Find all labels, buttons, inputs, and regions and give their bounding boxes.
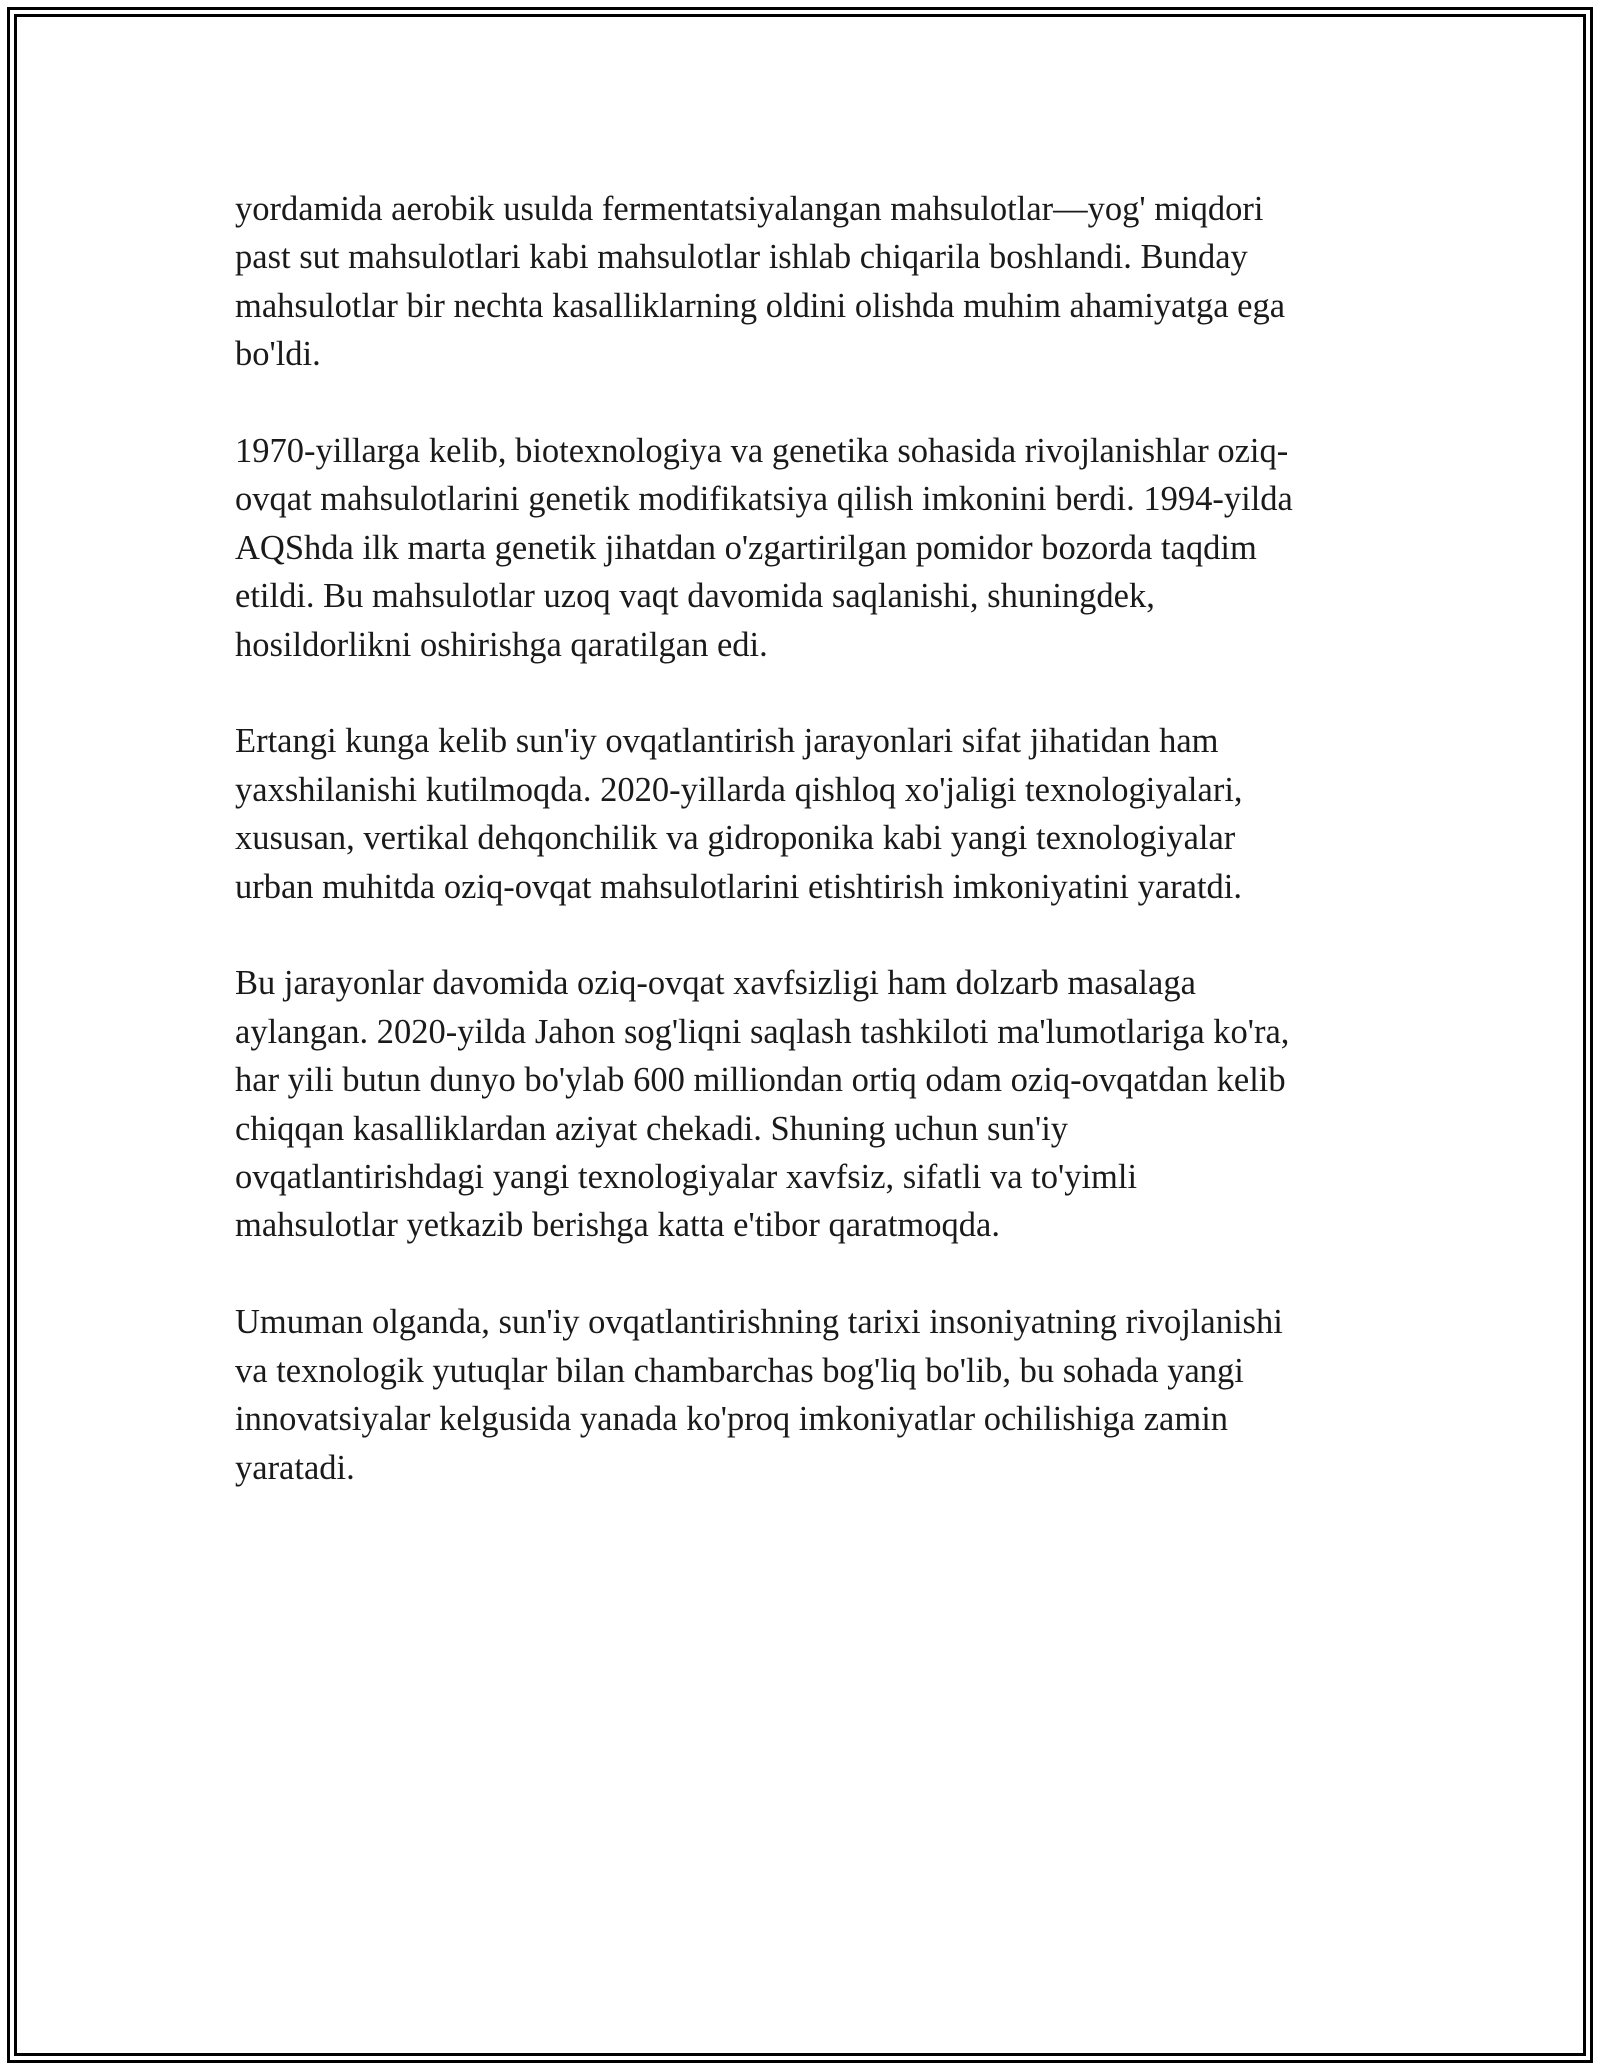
- text-line: yordamida aerobik usulda fermentatsiyalangan mahsulotlar—yog' miqdori: [235, 190, 1264, 228]
- text-line: bo'ldi.: [235, 335, 321, 374]
- text-line: ovqat mahsulotlarini genetik modifikatsiya qilish imkonini berdi. 1994-yilda: [235, 480, 1293, 519]
- text-line: chiqqan kasalliklardan aziyat chekadi. Shuning uchun sun'iy: [235, 1109, 1069, 1148]
- paragraph-1: [235, 185, 1375, 379]
- text-line: xususan, vertikal dehqonchilik va gidroponika kabi yangi texnologiyalar: [235, 819, 1236, 858]
- document-body: [235, 185, 1375, 1540]
- text-line: Ertangi kunga kelib sun'iy ovqatlantirish jarayonlari sifat jihatidan ham: [235, 722, 1219, 761]
- text-line: etildi. Bu mahsulotlar uzoq vaqt davomida saqlanishi, shuningdek,: [235, 577, 1155, 616]
- text-line: hosildorlikni oshirishga qaratilgan edi.: [235, 625, 768, 664]
- text-line: past sut mahsulotlari kabi mahsulotlar ishlab chiqarila boshlandi. Bunday: [235, 238, 1248, 277]
- text-line: Umuman olganda, sun'iy ovqatlantirishning tarixi insoniyatning rivojlanishi: [235, 1303, 1283, 1342]
- text-line: 1970-yillarga kelib, biotexnologiya va genetika sohasida rivojlanishlar oziq-: [235, 432, 1289, 471]
- text-line: AQShda ilk marta genetik jihatdan o'zgartirilgan pomidor bozorda taqdim: [235, 528, 1257, 567]
- text-line: ovqatlantirishdagi yangi texnologiyalar xavfsiz, sifatli va to'yimli: [235, 1158, 1138, 1197]
- text-line: har yili butun dunyo bo'ylab 600 milliondan ortiq odam oziq-ovqatdan kelib: [235, 1061, 1286, 1100]
- text-line: va texnologik yutuqlar bilan chambarchas bog'liq bo'lib, bu sohada yangi: [235, 1351, 1244, 1390]
- paragraph-2: [235, 427, 1375, 669]
- text-line: mahsulotlar yetkazib berishga katta e'tibor qaratmoqda.: [235, 1206, 1000, 1245]
- text-line: yaxshilanishi kutilmoqda. 2020-yillarda qishloq xo'jaligi texnologiyalari,: [235, 770, 1243, 809]
- text-line: innovatsiyalar kelgusida yanada ko'proq imkoniyatlar ochilishiga zamin: [235, 1400, 1229, 1439]
- paragraph-5: [235, 1298, 1375, 1492]
- text-line: urban muhitda oziq-ovqat mahsulotlarini etishtirish imkoniyatini yaratdi.: [235, 867, 1243, 906]
- paragraph-4: [235, 959, 1375, 1249]
- text-line: aylangan. 2020-yilda Jahon sog'liqni saqlash tashkiloti ma'lumotlariga ko'ra,: [235, 1012, 1290, 1051]
- paragraph-3: [235, 717, 1375, 911]
- text-line: Bu jarayonlar davomida oziq-ovqat xavfsizligi ham dolzarb masalaga: [235, 964, 1196, 1003]
- text-line: mahsulotlar bir nechta kasalliklarning oldini olishda muhim ahamiyatga ega: [235, 286, 1286, 325]
- text-line: yaratadi.: [235, 1448, 355, 1487]
